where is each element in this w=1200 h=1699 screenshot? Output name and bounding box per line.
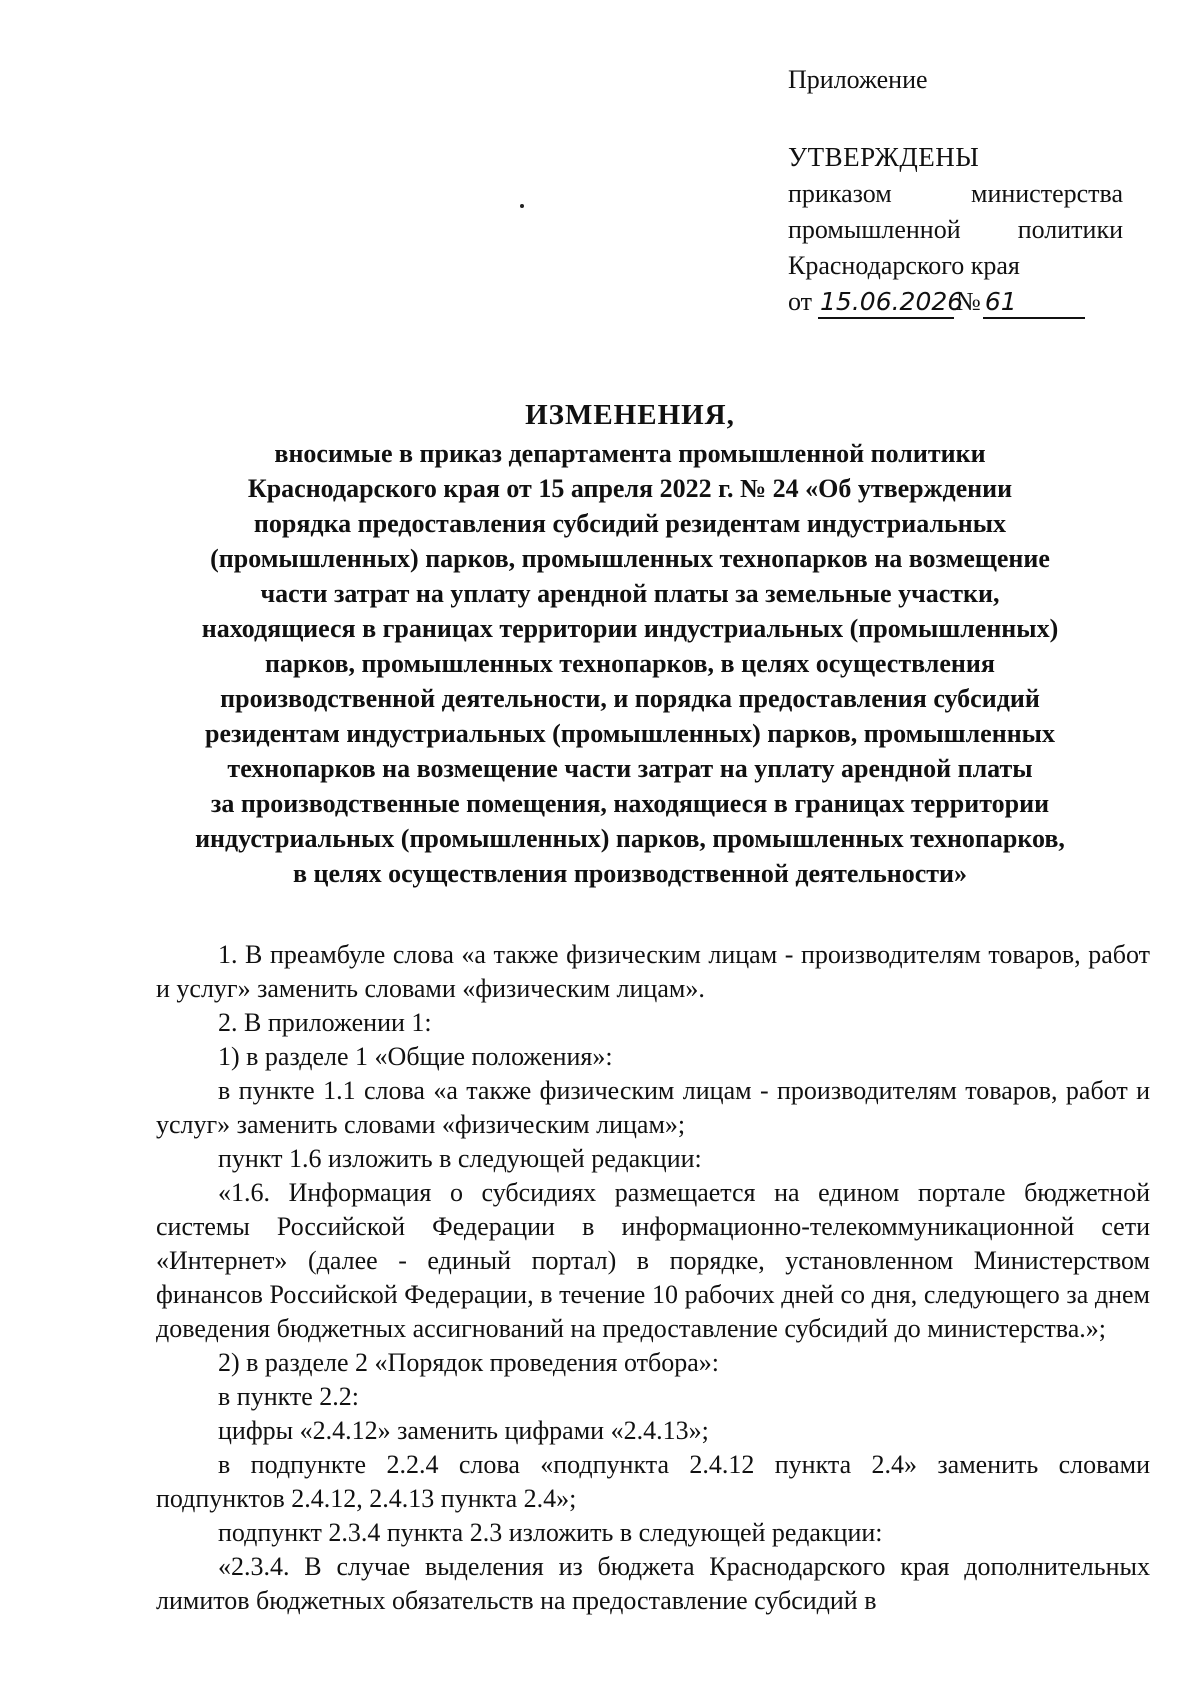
body-paragraph: подпункт 2.3.4 пункта 2.3 изложить в следующей редакции: — [218, 1518, 883, 1547]
document-heading: ИЗМЕНЕНИЯ, — [525, 399, 735, 431]
title-line: технопарков на возмещение части затрат на уплату арендной платы — [227, 754, 1033, 783]
title-line: парков, промышленных технопарков, в целях осуществления — [265, 649, 995, 678]
body-paragraph: в пункте 2.2: — [218, 1382, 360, 1411]
handwritten-date: 15.06.2026 — [818, 287, 954, 319]
date-prefix: от — [788, 287, 813, 316]
document-body — [156, 938, 1150, 1618]
title-line: порядка предоставления субсидий резидентам индустриальных — [253, 509, 1007, 538]
title-line: вносимые в приказ департамента промышленной политики — [274, 439, 986, 468]
approval-line-order — [788, 176, 1123, 212]
title-line: за производственные помещения, находящиеся в границах территории — [210, 789, 1050, 818]
body-paragraph: цифры «2.4.12» заменить цифрами «2.4.13»; — [218, 1416, 709, 1445]
title-block — [150, 398, 1110, 891]
policy-word: политики — [1017, 215, 1123, 244]
ministry-word: министерства — [970, 179, 1123, 208]
body-paragraph: 2) в разделе 2 «Порядок проведения отбора»: — [218, 1348, 719, 1377]
title-line: части затрат на уплату арендной платы за земельные участки, — [260, 579, 1000, 608]
order-word: приказом — [788, 179, 892, 208]
body-paragraph: «2.3.4. В случае выделения из бюджета Краснодарского края дополнительных лимитов бюджетных обязательств на предоставление субсидий в — [156, 1552, 1150, 1615]
body-paragraph: 2. В приложении 1: — [218, 1008, 432, 1037]
scan-speck — [520, 204, 524, 208]
body-paragraph: 1) в разделе 1 «Общие положения»: — [218, 1042, 613, 1071]
body-paragraph: «1.6. Информация о субсидиях размещается на едином портале бюджетной системы Российской Федерации в информационно-телекоммуникационной сети «Интернет» (далее - единый портал) в порядке, установленном Министерством финансов Российской Федерации, в течение 10 рабочих дней со дня, следующего за днем доведения бюджетных ассигнований на предоставление субсидий до министерства.»; — [156, 1178, 1150, 1343]
handwritten-number: 61 — [983, 287, 1085, 319]
approval-line-policy — [788, 212, 1123, 248]
title-line: индустриальных (промышленных) парков, промышленных технопарков, — [195, 824, 1065, 853]
title-line: резидентам индустриальных (промышленных) парков, промышленных — [204, 719, 1055, 748]
body-paragraph: в пункте 1.1 слова «а также физическим лицам - производителям товаров, работ и услуг» заменить словами «физическим лицам»; — [156, 1076, 1150, 1139]
title-line: производственной деятельности, и порядка предоставления субсидий — [220, 684, 1040, 713]
number-sign: № — [956, 287, 981, 316]
approved-label: УТВЕРЖДЕНЫ — [788, 142, 980, 172]
title-line: находящиеся в границах территории индустриальных (промышленных) — [201, 614, 1059, 643]
title-line: в целях осуществления производственной деятельности» — [292, 859, 968, 888]
industrial-word: промышленной — [788, 215, 961, 244]
approval-block — [788, 62, 1128, 320]
region-line: Краснодарского края — [788, 251, 1020, 280]
date-number-line — [788, 284, 1128, 320]
title-line: Краснодарского края от 15 апреля 2022 г. № 24 «Об утверждении — [247, 474, 1013, 503]
body-paragraph: 1. В преамбуле слова «а также физическим лицам - производителям товаров, работ и услуг» заменить словами «физическим лицам». — [156, 940, 1150, 1003]
body-paragraph: в подпункте 2.2.4 слова «подпункта 2.4.12 пункта 2.4» заменить словами подпунктов 2.4.12, 2.4.13 пункта 2.4»; — [156, 1450, 1150, 1513]
title-line: (промышленных) парков, промышленных технопарков на возмещение — [210, 544, 1050, 573]
appendix-label: Приложение — [788, 65, 928, 94]
body-paragraph: пункт 1.6 изложить в следующей редакции: — [218, 1144, 702, 1173]
